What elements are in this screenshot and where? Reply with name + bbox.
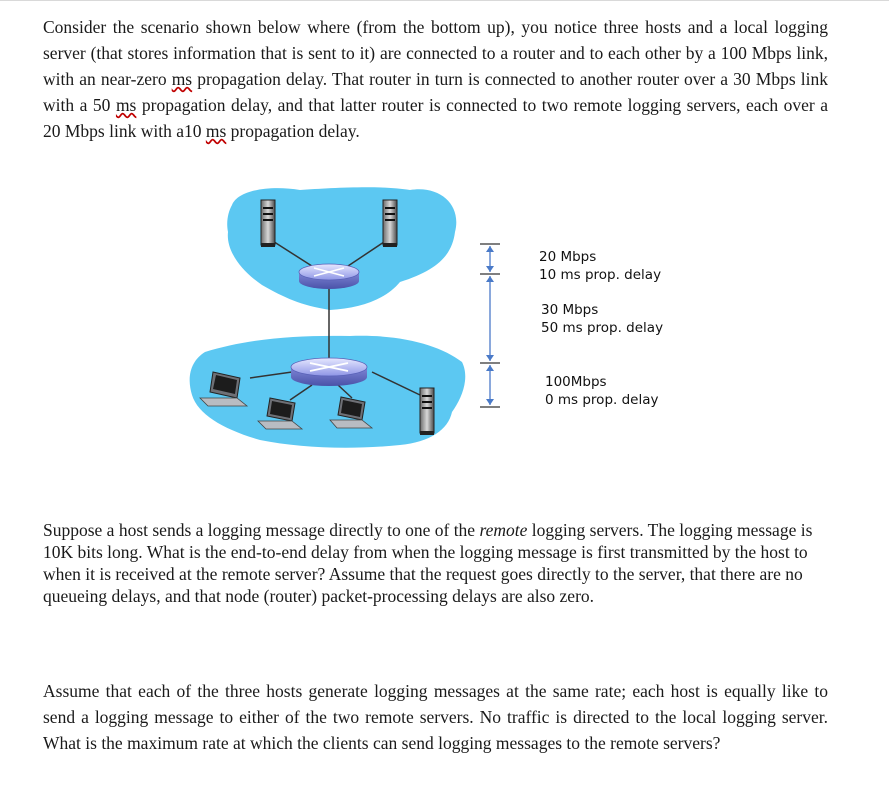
link-router-to-server-right xyxy=(345,238,390,268)
spellcheck-ms-2: ms xyxy=(115,95,137,115)
remote-server-right-icon xyxy=(383,200,397,247)
remote-server-left-icon xyxy=(261,200,275,247)
local-network-cloud xyxy=(190,336,466,448)
question-1-paragraph xyxy=(43,519,828,607)
intro-text-3: propagation delay. That router in turn is connected to another router over a 30 Mbps link with a 50 xyxy=(43,69,828,115)
link-bottom-delay-label: 0 ms prop. delay xyxy=(545,392,659,408)
intro-text-1: Consider the scenario shown below where (from the bottom up), you notice three hosts and a local logging server (that stores information that is xyxy=(43,17,828,63)
router-bottom-icon xyxy=(291,358,367,386)
question-1-text-1: Suppose a host sends a logging message directly to one of the xyxy=(43,520,480,540)
spellcheck-ms-3: ms xyxy=(205,121,227,141)
intro-text-4: propagation delay, and that latter router is connected to two remote logging servers, each over a 20 Mbps link with a10 xyxy=(43,95,828,141)
link-mid-delay-label: 50 ms prop. delay xyxy=(541,320,664,336)
intro-paragraph xyxy=(43,14,828,144)
question-1-emphasis: remote xyxy=(479,520,528,540)
router-top-icon xyxy=(299,264,359,289)
link-router-to-server-left xyxy=(268,238,315,268)
link-to-host-mid xyxy=(290,385,312,400)
remote-network-cloud xyxy=(227,187,456,310)
question-2-paragraph: Assume that each of the three hosts generate logging messages at the same rate; each host is equally like to send a logging message to either of the two remote servers. No traffic is directed to the local logging server. What is the maximum rate at which the clients can send logging messages to the remote servers? xyxy=(43,681,828,753)
spellcheck-ms-1: ms xyxy=(171,69,193,89)
host-left-laptop-icon xyxy=(200,372,247,406)
link-to-host-right xyxy=(338,385,352,398)
link-to-host-left xyxy=(250,372,292,378)
intro-text-5: propagation delay. xyxy=(226,121,360,141)
local-logging-server-icon xyxy=(420,388,434,435)
top-border xyxy=(0,0,889,1)
question-1-text-2: logging servers. The logging message is 10K bits long. What is the end-to-end delay from when the logging message is first transmitted by the host to when it is received at the remote server? Assume that the request goes directly to the server, that there are no queueing delays, and that node (router) packet-processing delays are also zero. xyxy=(43,520,813,606)
link-top-rate-label: 20 Mbps xyxy=(539,249,597,265)
link-to-local-server xyxy=(372,372,420,395)
host-middle-laptop-icon xyxy=(258,398,302,429)
intro-text-2: sent to it) are connected to a router and to each other by a 100 Mbps link, with an near-zero xyxy=(43,43,828,89)
dimension-arrows xyxy=(480,244,500,407)
link-bottom-rate-label: 100Mbps xyxy=(545,374,607,390)
link-mid-rate-label: 30 Mbps xyxy=(541,302,599,318)
host-right-laptop-icon xyxy=(330,397,372,428)
link-top-delay-label: 10 ms prop. delay xyxy=(539,267,662,283)
